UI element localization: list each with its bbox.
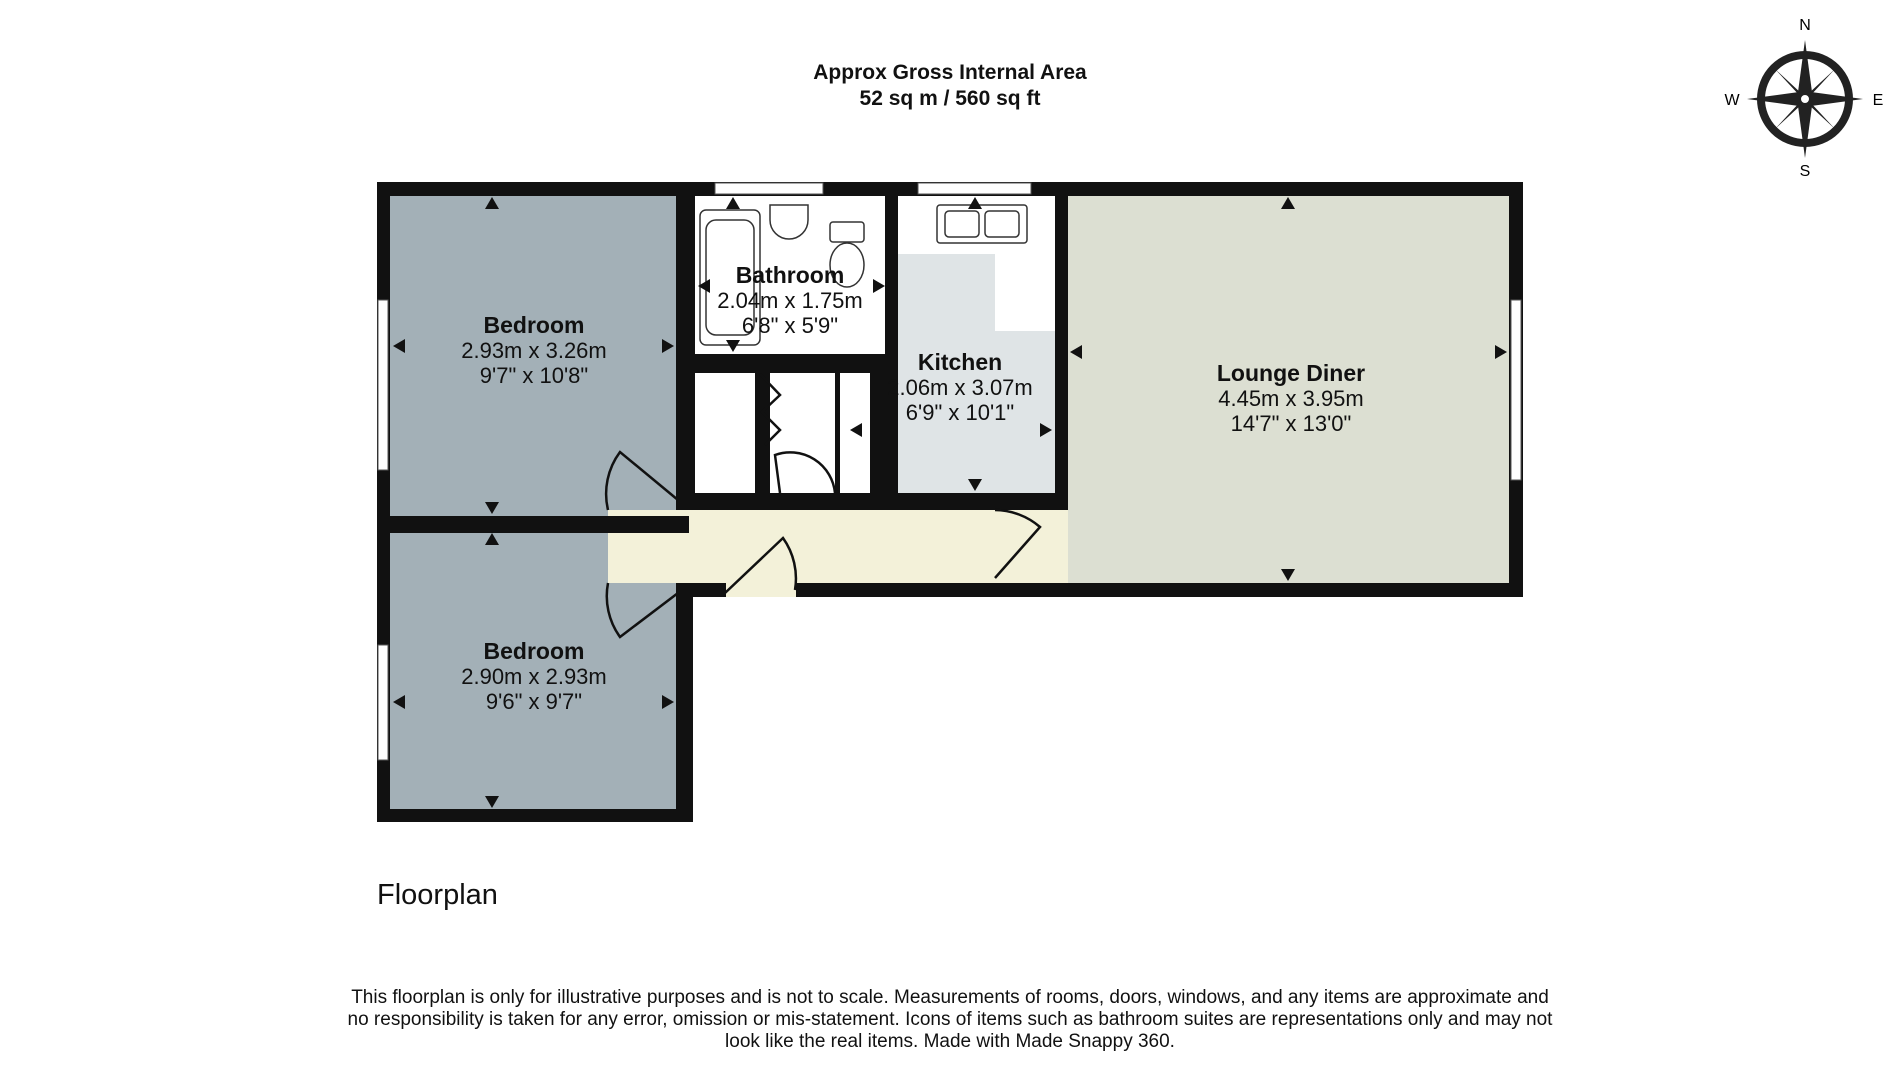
- bathroom-metric: 2.04m x 1.75m: [717, 288, 863, 313]
- kitchen-name: Kitchen: [917, 349, 1003, 375]
- closet-right-floor: [770, 373, 835, 493]
- cupboard-floor: [840, 373, 870, 493]
- bedroom-bottom-imperial: 9'6" x 9'7": [485, 689, 583, 714]
- lounge-metric: 4.45m x 3.95m: [1218, 386, 1364, 411]
- lounge-imperial: 14'7" x 13'0": [1230, 411, 1352, 436]
- bedroom-top-metric: 2.93m x 3.26m: [461, 338, 607, 363]
- closet-left-floor: [695, 373, 755, 493]
- bedroom-bottom-name: Bedroom: [483, 638, 585, 664]
- bedroom-bottom-metric: 2.90m x 2.93m: [461, 664, 607, 689]
- compass-n: N: [1799, 17, 1811, 34]
- compass-s: S: [1799, 163, 1811, 180]
- bathroom-name: Bathroom: [735, 262, 845, 288]
- lounge-name: Lounge Diner: [1216, 360, 1366, 386]
- area-title: Approx Gross Internal Area: [813, 61, 1087, 84]
- compass-e: E: [1872, 92, 1884, 109]
- compass-w: W: [1724, 92, 1740, 109]
- area-value: 52 sq m / 560 sq ft: [859, 87, 1041, 110]
- bedroom-top-name: Bedroom: [483, 312, 585, 338]
- disclaimer-text: This floorplan is only for illustrative purposes and is not to scale. Measurements of rooms, doors, windows, and any items are approximate and no responsibility is taken for any error, omission or mis-statement. Icons of items such as bathroom suites are representations only and may not look like the real items. Made with Made Snappy 360.: [347, 987, 1553, 1052]
- kitchen-sink: [937, 205, 1027, 243]
- kitchen-imperial: 6'9" x 10'1": [905, 400, 1015, 425]
- floorplan-label: Floorplan: [377, 879, 498, 911]
- kitchen-metric: 2.06m x 3.07m: [887, 375, 1033, 400]
- bathroom-imperial: 6'8" x 5'9": [741, 313, 839, 338]
- bedroom-top-imperial: 9'7" x 10'8": [479, 363, 589, 388]
